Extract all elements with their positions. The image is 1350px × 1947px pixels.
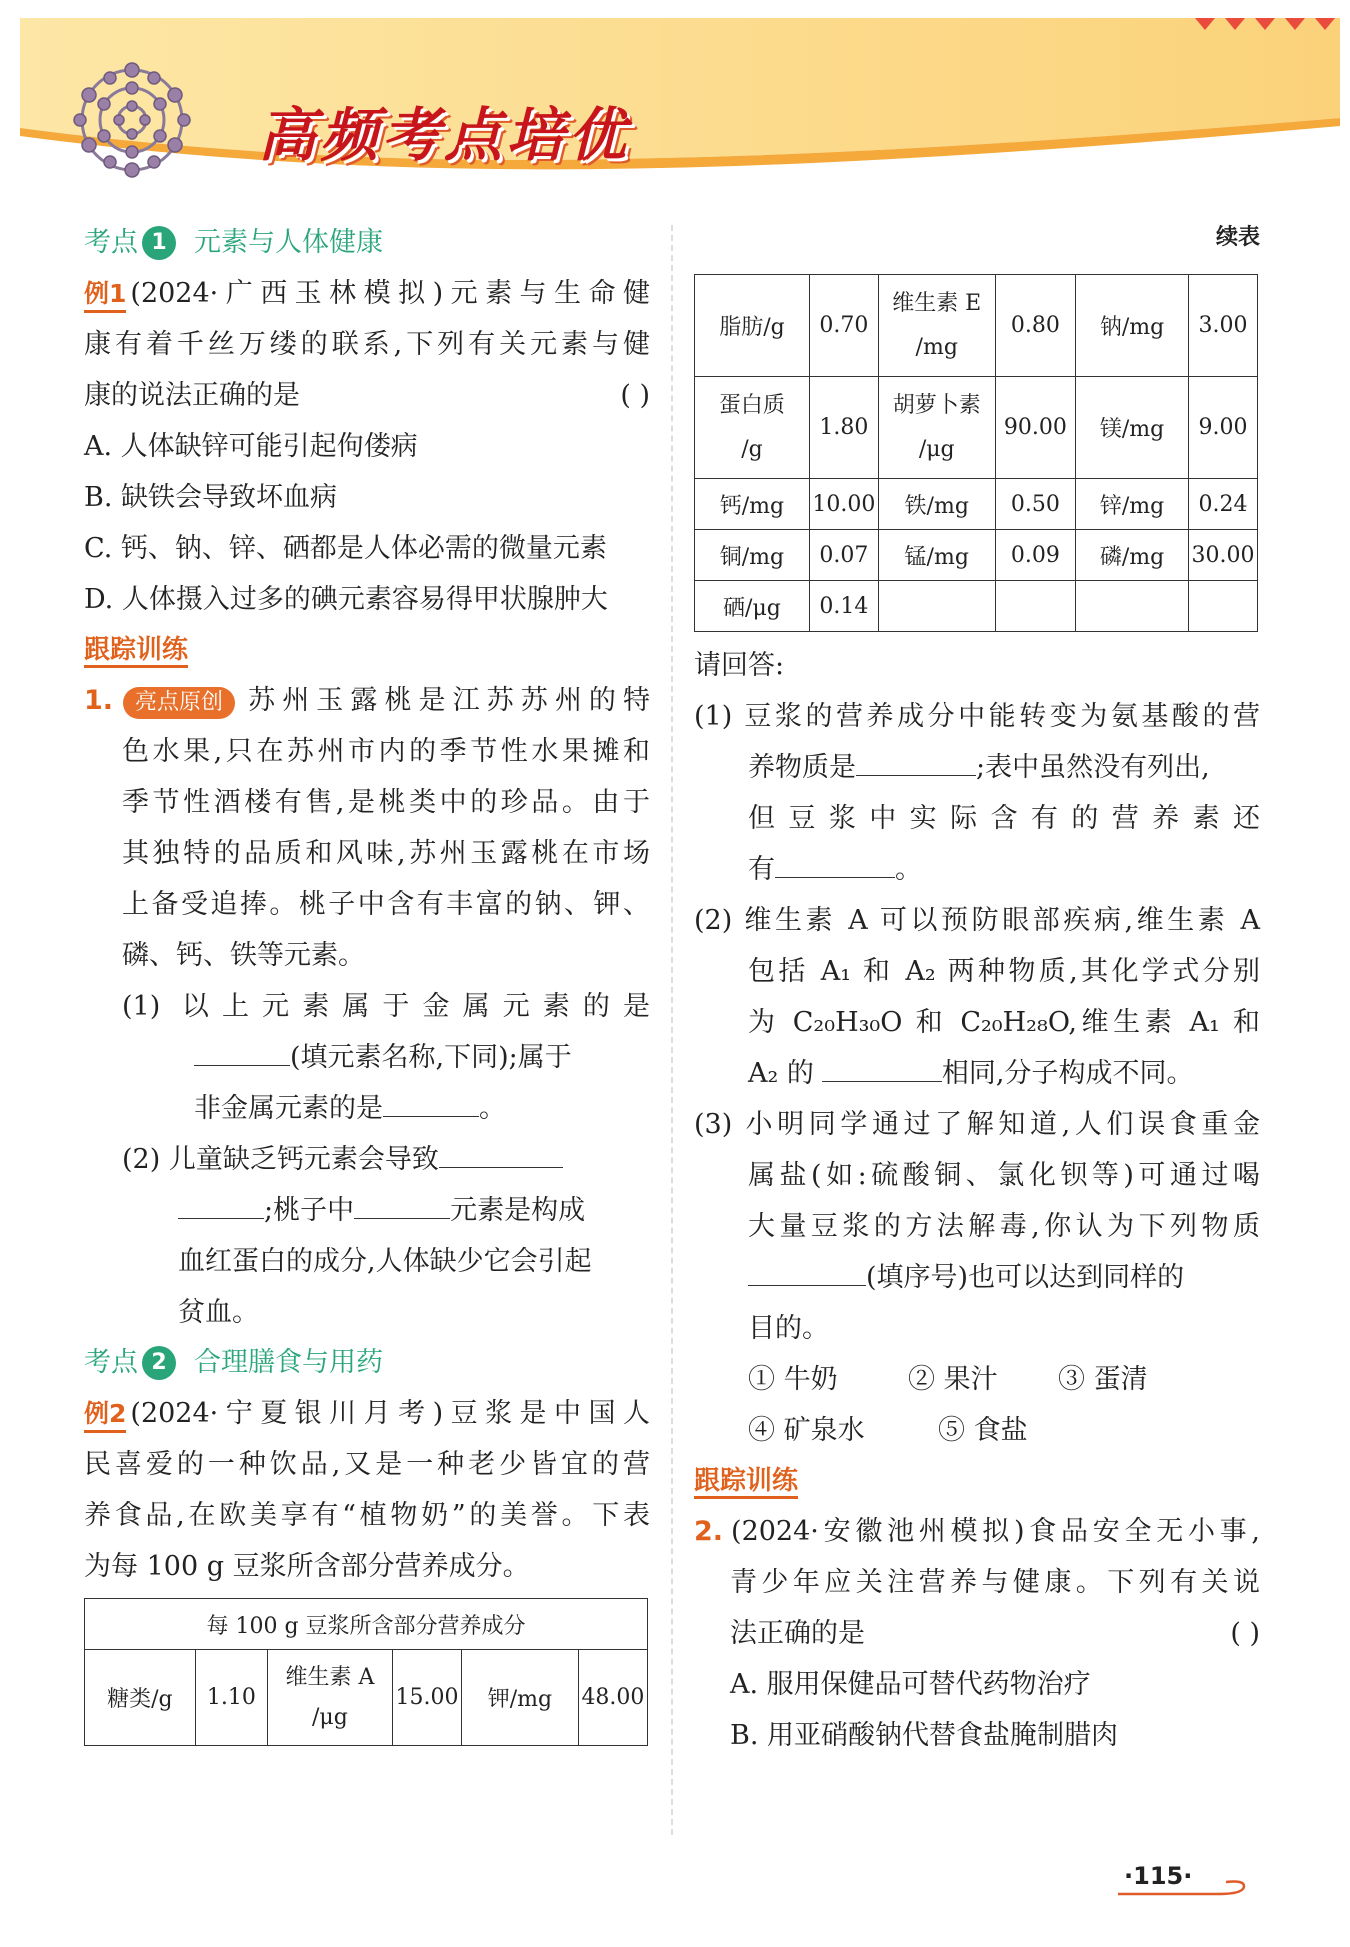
table-cell: 胡萝卜素 /μg [878,377,995,479]
table-cell: 维生素 E /mg [878,275,995,377]
ex2-sub3-line-2: 属盐(如:硫酸铜、氯化钡等)可通过喝 [748,1160,1260,1191]
tracking-training-2: 跟踪训练 [694,1456,1260,1506]
question-1-line-6: 磷、钙、铁等元素。 [122,940,365,971]
ex2-sub3-line-4: (填序号)也可以达到同样的 [694,1252,1260,1303]
q1-sub2-line-1: (2) 儿童缺乏钙元素会导致 [84,1134,650,1185]
ex2-sub2-line-4: A₂ 的 相同,分子构成不同。 [694,1048,1260,1099]
table-cell: 铜/mg [695,530,810,581]
table-cell: 15.00 [392,1650,461,1746]
ex2-choices-row-2: ④ 矿泉水 ⑤ 食盐 [748,1415,1028,1446]
ex2-sub3-line-5: 目的。 [748,1313,829,1344]
key-point-number: 1 [142,226,176,260]
table-cell: 镁/mg [1076,377,1189,479]
table-cell: 锌/mg [1076,479,1189,530]
ex2-sub1-line-2: 养物质是 ;表中虽然没有列出, [694,742,1260,793]
ex2-sub1-line-3: 但豆浆中实际含有的营养素还 [748,803,1260,834]
q1-sub2-line-4: 贫血。 [178,1297,259,1328]
fullerene-molecule-icon [72,60,192,180]
table-cell: 糖类/g [85,1650,196,1746]
key-point-label: 考点 [84,227,138,258]
left-column [84,218,650,1746]
ex2-sub2-line-2: 包括 A₁ 和 A₂ 两种物质,其化学式分别 [748,956,1260,987]
table-cell [1076,581,1189,632]
answer-blank [178,1188,264,1219]
nutrition-table-part-2 [694,274,1258,632]
example-tag: 例2 [84,1398,126,1433]
table-cell: 锰/mg [878,530,995,581]
table-cell: 0.09 [995,530,1075,581]
ex2-sub3-line-1: (3) 小明同学通过了解知道,人们误食重金 [694,1109,1260,1140]
table-cell: 磷/mg [1076,530,1189,581]
example-1-line-3: 康的说法正确的是 ( ) [84,370,650,421]
key-point-2-heading [84,1338,650,1388]
ex2-sub2-line-3: 为 C₂₀H₃₀O 和 C₂₀H₂₈O,维生素 A₁ 和 [748,1007,1260,1038]
original-badge: 亮点原创 [123,687,235,719]
q1-sub1-line-2: (填元素名称,下同);属于 [84,1032,650,1083]
ex2-choices-row-1: ① 牛奶 ② 果汁 ③ 蛋清 [748,1364,1148,1395]
banner-title: 高频考点培优 [258,101,631,169]
answer-blank [822,1051,942,1082]
table-cell: 0.24 [1189,479,1258,530]
ex2-sub3-line-3: 大量豆浆的方法解毒,你认为下列物质 [748,1211,1260,1242]
key-point-label: 考点 [84,1347,138,1378]
header-banner [20,18,1340,198]
table-cell: 0.70 [809,275,878,377]
option-d: D. 人体摄入过多的碘元素容易得甲状腺肿大 [84,584,608,615]
answer-bracket: ( ) [1230,1618,1260,1649]
q1-sub2-line-2: ;桃子中 元素是构成 [84,1185,650,1236]
table-cell: 0.14 [809,581,878,632]
table-cell: 48.00 [578,1650,647,1746]
key-point-number: 2 [142,1346,176,1380]
example-1-line-2: 康有着千丝万缕的联系,下列有关元素与健 [84,329,650,360]
table-cell [995,581,1075,632]
question-1-line-3: 季节性酒楼有售,是桃类中的珍品。由于 [122,787,650,818]
q1-sub1-line-3: 非金属元素的是 。 [84,1083,650,1134]
page-number-underline [1118,1880,1258,1900]
example-2-line-4: 为每 100 g 豆浆所含部分营养成分。 [84,1551,530,1582]
table-cell: 9.00 [1189,377,1258,479]
q1-sub2-line-3: 血红蛋白的成分,人体缺少它会引起 [178,1246,592,1277]
table-cell: 1.80 [809,377,878,479]
right-column [694,218,1260,1761]
answer-blank [439,1137,563,1168]
example-2-line-1: 例2 (2024·宁夏银川月考)豆浆是中国人 [84,1388,650,1439]
example-2-line-2: 民喜爱的一种饮品,又是一种老少皆宜的营 [84,1449,650,1480]
table-cell: 维生素 A /μg [267,1650,392,1746]
table-cell: 脂肪/g [695,275,810,377]
table-cell: 钾/mg [462,1650,579,1746]
key-point-1-heading [84,218,650,268]
answer-blank [748,1255,866,1286]
page-number: ·115· [1124,1862,1193,1890]
table-cell: 铁/mg [878,479,995,530]
question-1-line-4: 其独特的品质和风味,苏州玉露桃在市场 [122,838,650,869]
example-2-line-3: 养食品,在欧美享有“植物奶”的美誉。下表 [84,1500,650,1531]
banner-background [20,18,1340,198]
answer-blank [354,1188,450,1219]
table-cell: 1.10 [195,1650,267,1746]
question-1-line-2: 色水果,只在苏州市内的季节性水果摊和 [122,736,650,767]
continued-table-label: 续表 [1215,225,1260,250]
table-cell: 0.50 [995,479,1075,530]
table-cell: 0.07 [809,530,878,581]
key-point-title: 元素与人体健康 [194,227,383,258]
table-cell: 钙/mg [695,479,810,530]
question-1-line-5: 上备受追捧。桃子中含有丰富的钠、钾、 [122,889,650,920]
table-cell: 硒/μg [695,581,810,632]
option-a: A. 人体缺锌可能引起佝偻病 [84,431,418,462]
q1-sub1-line-1: (1) 以上元素属于金属元素的是 [122,991,650,1022]
tracking-training-1: 跟踪训练 [84,625,650,675]
nutrition-table-part-1 [84,1598,648,1746]
q2-option-b: B. 用亚硝酸钠代替食盐腌制腊肉 [730,1720,1119,1751]
table-cell [878,581,995,632]
example-1-line-1: 例1 (2024·广西玉林模拟)元素与生命健 [84,268,650,319]
answer-blank [856,745,976,776]
table-cell: 10.00 [809,479,878,530]
table-cell: 蛋白质 /g [695,377,810,479]
answer-blank [775,847,895,878]
ex2-sub1-line-1: (1) 豆浆的营养成分中能转变为氨基酸的营 [694,701,1260,732]
key-point-title: 合理膳食与用药 [194,1347,383,1378]
option-b: B. 缺铁会导致坏血病 [84,482,338,513]
question-2-line-3: 法正确的是 ( ) [694,1608,1260,1659]
question-2-line-1: 2. (2024·安徽池州模拟)食品安全无小事, [694,1516,1260,1547]
please-answer: 请回答: [694,650,785,681]
answer-blank [383,1086,479,1117]
table-cell: 90.00 [995,377,1075,479]
table-cell [1189,581,1258,632]
table-cell: 30.00 [1189,530,1258,581]
q2-option-a: A. 服用保健品可替代药物治疗 [730,1669,1091,1700]
table-cell: 3.00 [1189,275,1258,377]
ex2-sub1-line-4: 有 。 [694,844,1260,895]
example-tag: 例1 [84,278,126,313]
answer-blank [194,1035,290,1066]
ex2-sub2-line-1: (2) 维生素 A 可以预防眼部疾病,维生素 A [694,905,1260,936]
table-title: 每 100 g 豆浆所含部分营养成分 [85,1599,648,1650]
option-c: C. 钙、钠、锌、硒都是人体必需的微量元素 [84,533,607,564]
question-2-line-2: 青少年应关注营养与健康。下列有关说 [730,1567,1260,1598]
column-divider [671,225,673,1835]
answer-bracket: ( ) [620,380,650,411]
table-cell: 0.80 [995,275,1075,377]
table-cell: 钠/mg [1076,275,1189,377]
question-1-line-1: 1. 亮点原创 苏州玉露桃是江苏苏州的特 [84,675,650,726]
